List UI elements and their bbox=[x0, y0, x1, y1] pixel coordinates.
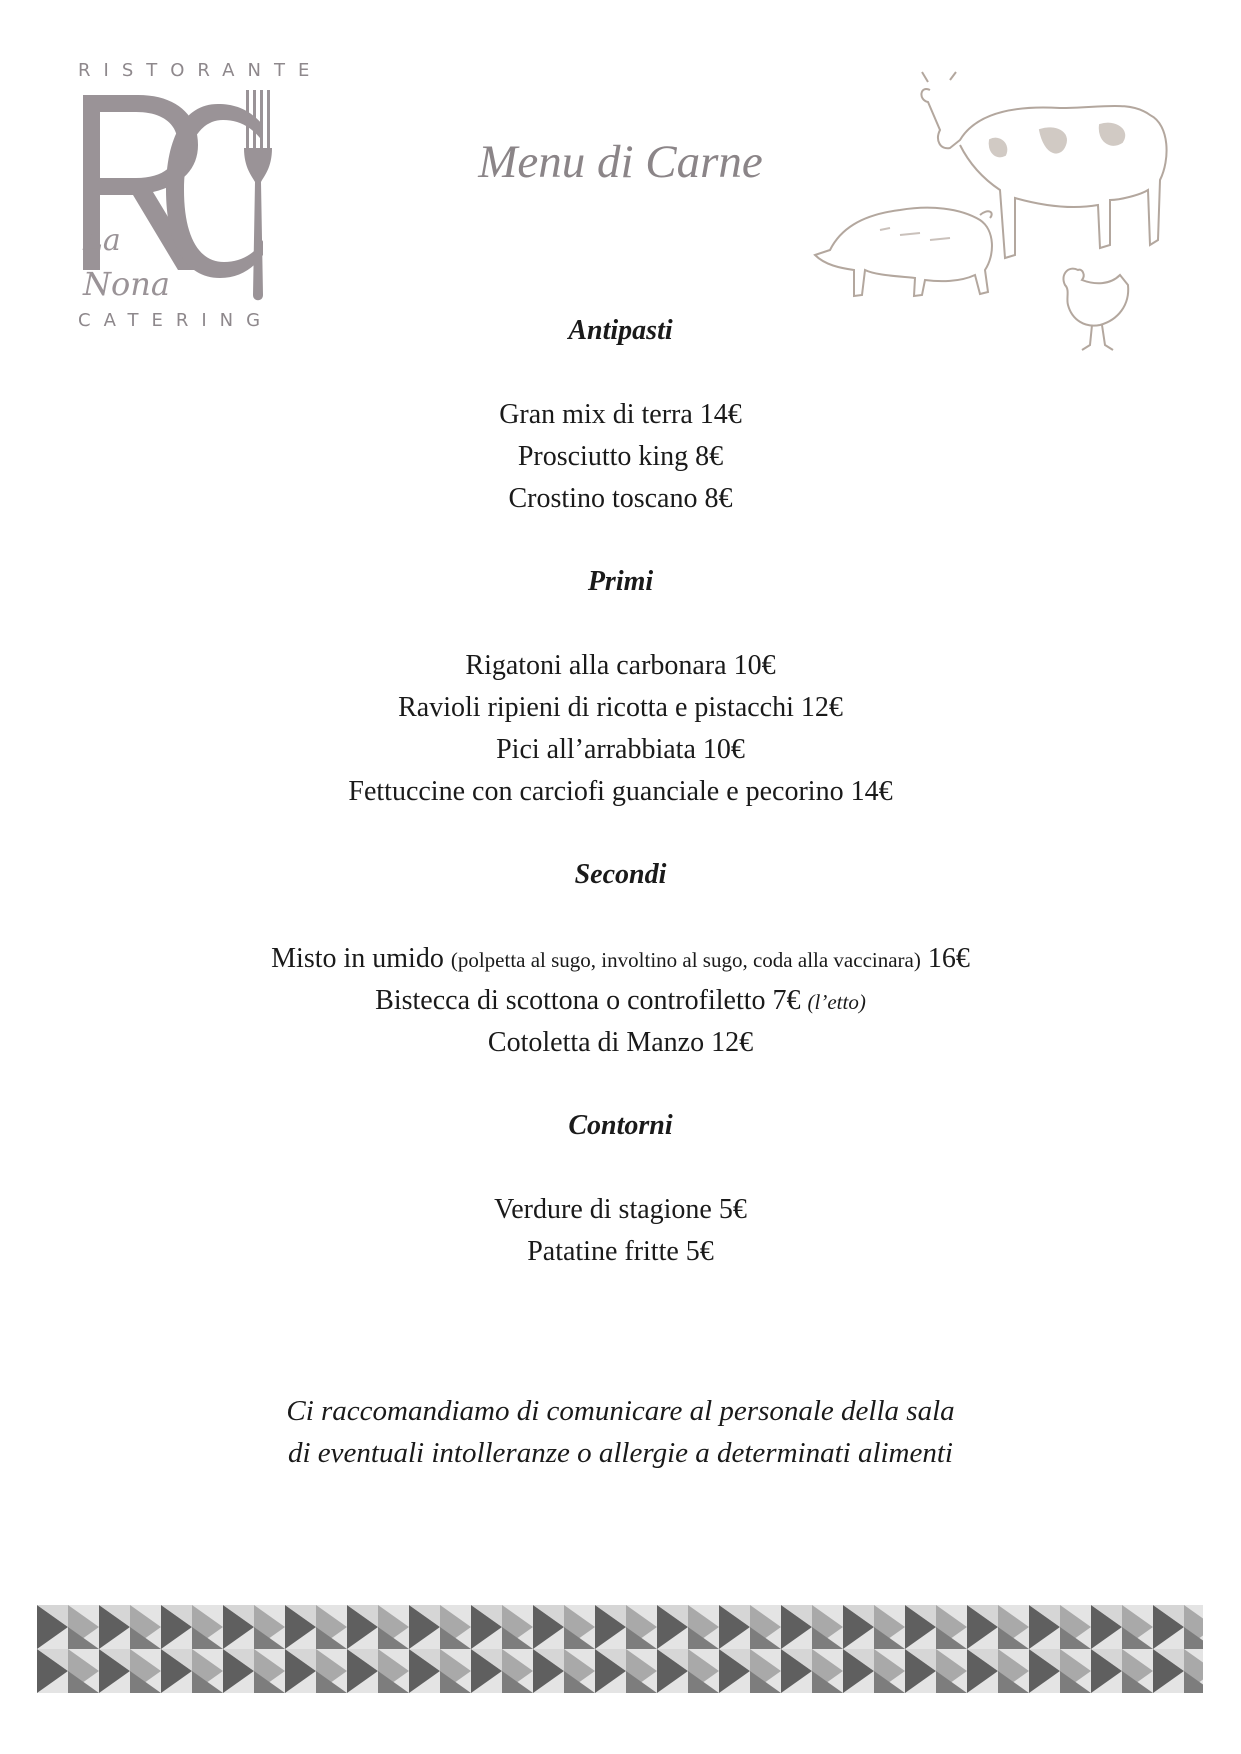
menu-item: Prosciutto king 8€ bbox=[517, 441, 724, 472]
menu-item: Pici all’arrabbiata 10€ bbox=[496, 734, 745, 765]
menu-title: Menu di Carne bbox=[478, 136, 763, 188]
section-title-antipasti: Antipasti bbox=[568, 315, 673, 346]
decorative-chevron-border bbox=[37, 1605, 1203, 1693]
menu-item-detail: (polpetta al sugo, involtino al sugo, coda alla vaccinara) bbox=[450, 948, 921, 972]
logo-bottom-text: CATERING bbox=[78, 310, 274, 331]
restaurant-logo bbox=[78, 60, 323, 340]
menu-item-name: Bistecca di scottona o controfiletto 7€ bbox=[375, 985, 808, 1016]
pig-illustration bbox=[815, 208, 992, 296]
logo-monogram bbox=[78, 90, 298, 310]
menu-item bbox=[0, 980, 1241, 1022]
menu-content bbox=[0, 310, 1241, 1273]
menu-item: Crostino toscano 8€ bbox=[508, 483, 733, 514]
menu-item: Cotoletta di Manzo 12€ bbox=[487, 1027, 754, 1058]
menu-item bbox=[0, 938, 1241, 980]
svg-text:Nona: Nona bbox=[83, 265, 170, 303]
menu-item-name: Misto in umido bbox=[271, 943, 451, 974]
section-title-primi: Primi bbox=[587, 566, 654, 597]
logo-top-text: RISTORANTE bbox=[78, 60, 323, 81]
section-title-secondi: Secondi bbox=[574, 859, 667, 890]
allergy-note-line: di eventuali intolleranze o allergie a determinati alimenti bbox=[287, 1437, 953, 1469]
menu-item: Fettuccine con carciofi guanciale e pecorino 14€ bbox=[348, 776, 893, 807]
menu-item-price: 16€ bbox=[920, 943, 970, 974]
section-title-contorni: Contorni bbox=[568, 1110, 673, 1141]
menu-item-detail: (l’etto) bbox=[807, 990, 866, 1014]
svg-text:La: La bbox=[83, 223, 121, 258]
allergy-note bbox=[0, 1390, 1241, 1474]
menu-item: Ravioli ripieni di ricotta e pistacchi 12€ bbox=[398, 692, 843, 723]
menu-item: Patatine fritte 5€ bbox=[527, 1236, 714, 1267]
menu-item: Rigatoni alla carbonara 10€ bbox=[465, 650, 776, 681]
allergy-note-line: Ci raccomandiamo di comunicare al personale della sala bbox=[286, 1395, 955, 1427]
menu-item: Verdure di stagione 5€ bbox=[494, 1194, 747, 1225]
menu-item: Gran mix di terra 14€ bbox=[499, 399, 742, 430]
